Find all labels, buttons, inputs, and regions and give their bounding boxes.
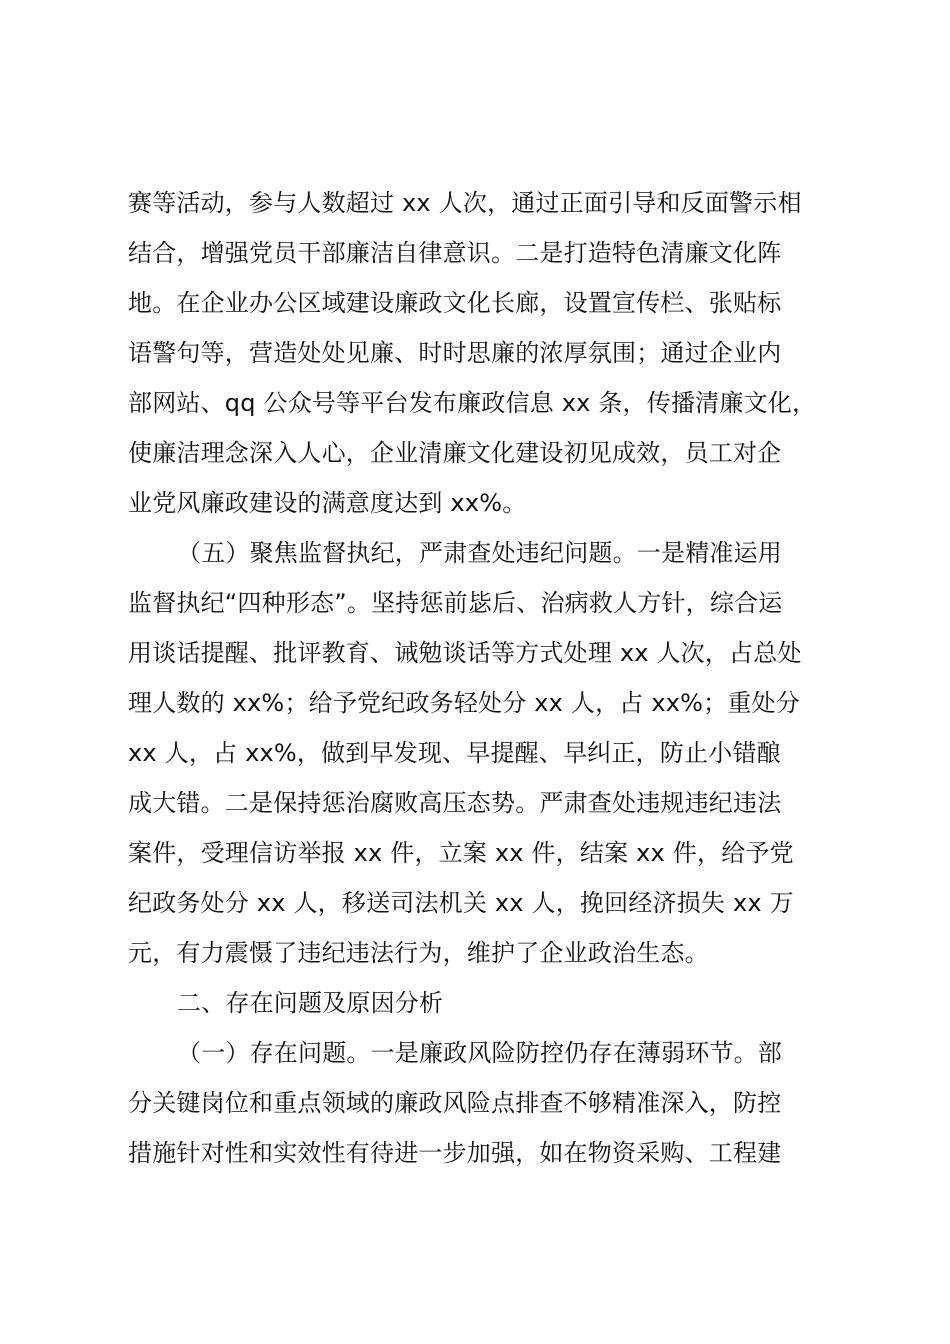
- text-line: 分关键岗位和重点领域的廉政风险点排查不够精准深入，防控: [128, 1089, 782, 1117]
- text-line: 业党风廉政建设的满意度达到 xx%。: [128, 489, 527, 517]
- section-heading-line: （一）存在问题。一是廉政风险防控仍存在薄弱环节。部: [177, 1039, 782, 1067]
- text-line: 部网站、qq 公众号等平台发布廉政信息 xx 条，传播清廉文化，: [128, 389, 817, 417]
- text-line: 措施针对性和实效性有待进一步加强，如在物资采购、工程建: [128, 1139, 782, 1167]
- text-line: 用谈话提醒、批评教育、诫勉谈话等方式处理 xx 人次，占总处: [128, 639, 802, 667]
- text-line: 语警句等，营造处处见廉、时时思廉的浓厚氛围；通过企业内: [128, 339, 782, 367]
- text-line: 赛等活动，参与人数超过 xx 人次，通过正面引导和反面警示相: [128, 189, 802, 217]
- text-line: 结合，增强党员干部廉洁自律意识。二是打造特色清廉文化阵: [128, 239, 782, 267]
- text-line: 纪政务处分 xx 人，移送司法机关 xx 人，挽回经济损失 xx 万: [128, 889, 794, 917]
- text-line: 使廉洁理念深入人心，企业清廉文化建设初见成效，员工对企: [128, 439, 782, 467]
- section-title: 二、存在问题及原因分析: [177, 989, 444, 1017]
- text-line: xx 人，占 xx%，做到早发现、早提醒、早纠正，防止小错酿: [128, 739, 781, 767]
- text-line: 案件，受理信访举报 xx 件，立案 xx 件，结案 xx 件，给予党: [128, 839, 794, 867]
- section-heading-line: （五）聚焦监督执纪，严肃查处违纪问题。一是精准运用: [177, 539, 782, 567]
- text-line: 地。在企业办公区域建设廉政文化长廊，设置宣传栏、张贴标: [128, 289, 782, 317]
- text-line: 理人数的 xx%；给予党纪政务轻处分 xx 人，占 xx%；重处分: [128, 689, 800, 717]
- text-line: 监督执纪“四种形态”。坚持惩前毖后、治病救人方针，综合运: [128, 589, 783, 617]
- text-line: 成大错。二是保持惩治腐败高压态势。严肃查处违规违纪违法: [128, 789, 782, 817]
- text-line: 元，有力震慑了违纪违法行为，维护了企业政治生态。: [128, 939, 709, 967]
